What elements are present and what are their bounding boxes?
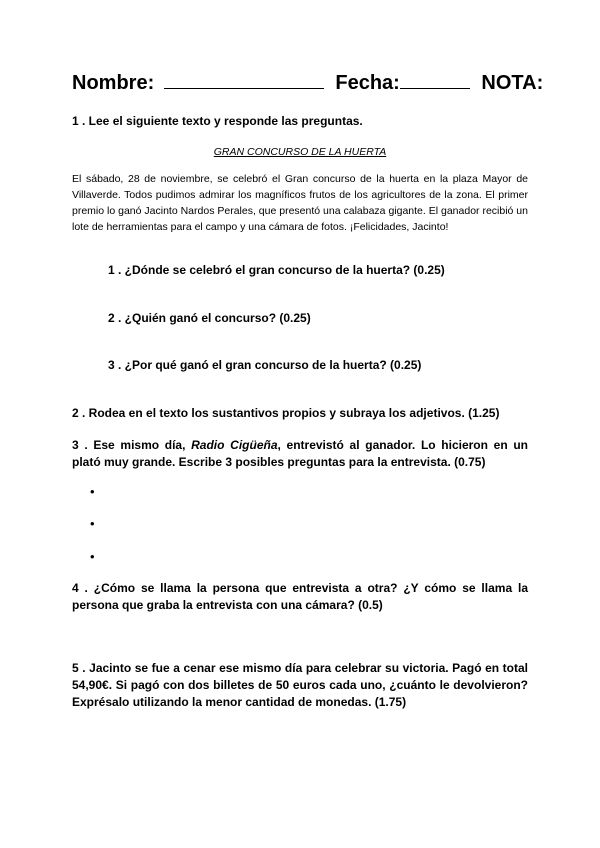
section3-instruction xyxy=(72,437,528,471)
name-label: Nombre: xyxy=(72,72,155,94)
question-1: 1 . ¿Dónde se celebró el gran concurso de la huerta? (0.25) xyxy=(108,263,445,277)
section4-instruction: 4 . ¿Cómo se llama la persona que entrevista a otra? ¿Y cómo se llama la persona que graba la entrevista con una cámara? (0.5) xyxy=(72,581,528,612)
story-title: GRAN CONCURSO DE LA HUERTA xyxy=(213,146,387,158)
date-label: Fecha: xyxy=(335,72,400,94)
story-text: El sábado, 28 de noviembre, se celebró el Gran concurso de la huerta en la plaza Mayor de Villaverde. Todos pudimos admirar los magníficos frutos de los agricultores de la zona. El primer premio lo ganó Jacinto Nardos Perales, que presentó una calabaza gigante. El ganador recibió un lote de herramientas para el campo y una cámara de fotos. ¡Felicidades, Jacinto! xyxy=(72,173,528,233)
section1-instruction: 1 . Lee el siguiente texto y responde las preguntas. xyxy=(72,114,363,128)
question-2: 2 . ¿Quién ganó el concurso? (0.25) xyxy=(108,311,311,325)
bullet-2: • xyxy=(90,516,95,531)
section5-instruction: 5 . Jacinto se fue a cenar ese mismo día para celebrar su victoria. Pagó en total 54,90€. Si pagó con dos billetes de 50 euros cada uno, ¿cuánto le devolvieron? Exprésalo utilizando la menor cantidad de monedas. (1.75) xyxy=(72,661,528,709)
bullet-1: • xyxy=(90,484,95,499)
bullet-3: • xyxy=(90,549,95,564)
grade-label: NOTA: xyxy=(481,72,544,94)
header-row xyxy=(72,70,544,95)
date-blank xyxy=(400,70,470,89)
section3-rest: , entrevistó al ganador. Lo hicieron en un plató muy grande. Escribe 3 posibles preguntas para la entrevista. (0.75) xyxy=(72,438,528,469)
name-blank xyxy=(164,70,324,89)
section3-lead: 3 . Ese mismo día, xyxy=(72,438,192,452)
section2-instruction: 2 . Rodea en el texto los sustantivos propios y subraya los adjetivos. (1.25) xyxy=(72,406,500,420)
radio-name: Radio Cigüeña xyxy=(191,438,278,452)
question-3: 3 . ¿Por qué ganó el gran concurso de la huerta? (0.25) xyxy=(108,358,422,372)
